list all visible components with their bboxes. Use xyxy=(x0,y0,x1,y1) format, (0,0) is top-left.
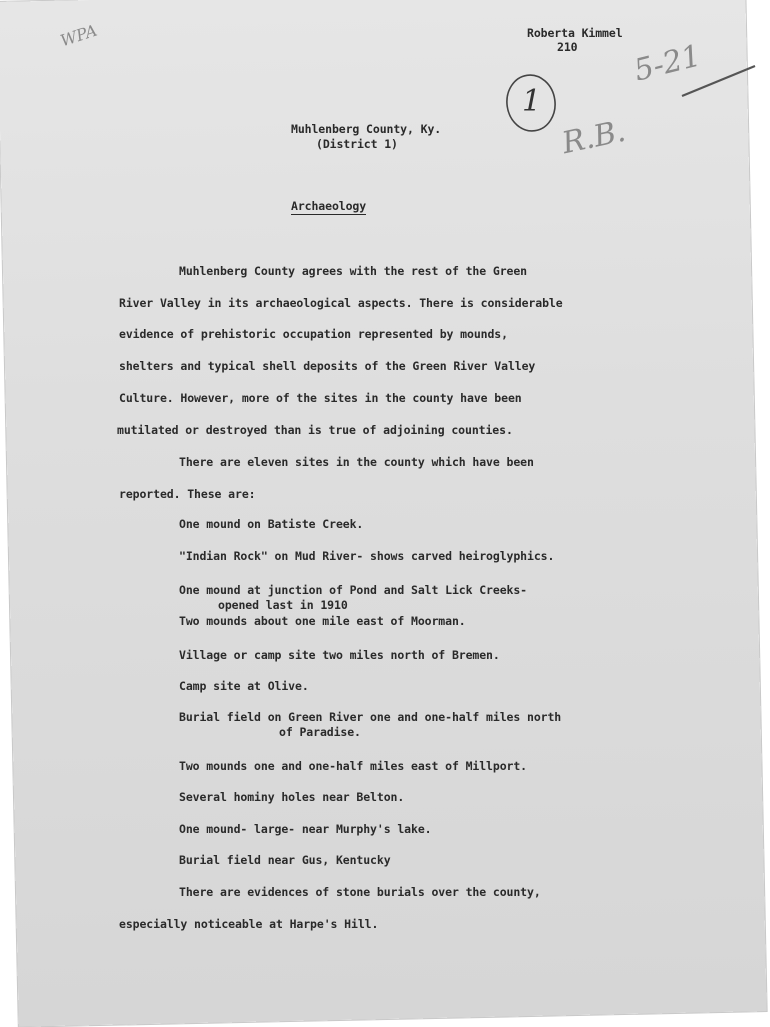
county-title: Muhlenberg County, Ky. xyxy=(291,122,442,136)
site-item: One mound- large- near Murphy's lake. xyxy=(179,822,432,836)
paragraph2-line: There are eleven sites in the county which have been xyxy=(179,455,534,469)
site-item: One mound at junction of Pond and Salt Lick Creeks- xyxy=(179,583,528,597)
subject-heading: Archaeology xyxy=(291,199,367,213)
paragraph3-line: There are evidences of stone burials over the county, xyxy=(179,885,541,899)
site-item-continuation: of Paradise. xyxy=(279,725,361,739)
paragraph1-line: evidence of prehistoric occupation represented by mounds, xyxy=(119,327,508,341)
site-item: One mound on Batiste Creek. xyxy=(179,517,364,531)
site-item: Burial field near Gus, Kentucky xyxy=(179,853,391,867)
paragraph3-line: especially noticeable at Harpe's Hill. xyxy=(119,917,379,931)
site-item: Two mounds about one mile east of Moorman. xyxy=(179,614,466,628)
paragraph1-line: River Valley in its archaeological aspects. There is considerable xyxy=(119,296,563,310)
site-item: "Indian Rock" on Mud River- shows carved heiroglyphics. xyxy=(179,549,555,563)
district-title: (District 1) xyxy=(316,137,398,151)
site-item-continuation: opened last in 1910 xyxy=(218,598,348,612)
circled-number: 1 xyxy=(522,84,542,119)
date-note: 5-21 xyxy=(630,38,705,89)
corner-note: WPA xyxy=(57,20,100,51)
site-item: Two mounds one and one-half miles east of Millport. xyxy=(179,759,528,773)
initials-note: R.B. xyxy=(559,113,629,162)
page-number: 210 xyxy=(557,40,578,54)
site-item: Several hominy holes near Belton. xyxy=(179,790,405,804)
site-item: Camp site at Olive. xyxy=(179,679,309,693)
paragraph1-line: Muhlenberg County agrees with the rest of the Green xyxy=(179,264,528,278)
paragraph1-line: Culture. However, more of the sites in the county have been xyxy=(119,391,522,405)
paragraph2-line: reported. These are: xyxy=(119,487,256,501)
site-item: Village or camp site two miles north of Bremen. xyxy=(179,648,500,662)
paragraph1-line: mutilated or destroyed than is true of adjoining counties. xyxy=(117,423,513,437)
site-item: Burial field on Green River one and one-half miles north xyxy=(179,710,562,724)
author-name: Roberta Kimmel xyxy=(527,26,623,40)
paragraph1-line: shelters and typical shell deposits of the Green River Valley xyxy=(119,359,536,373)
